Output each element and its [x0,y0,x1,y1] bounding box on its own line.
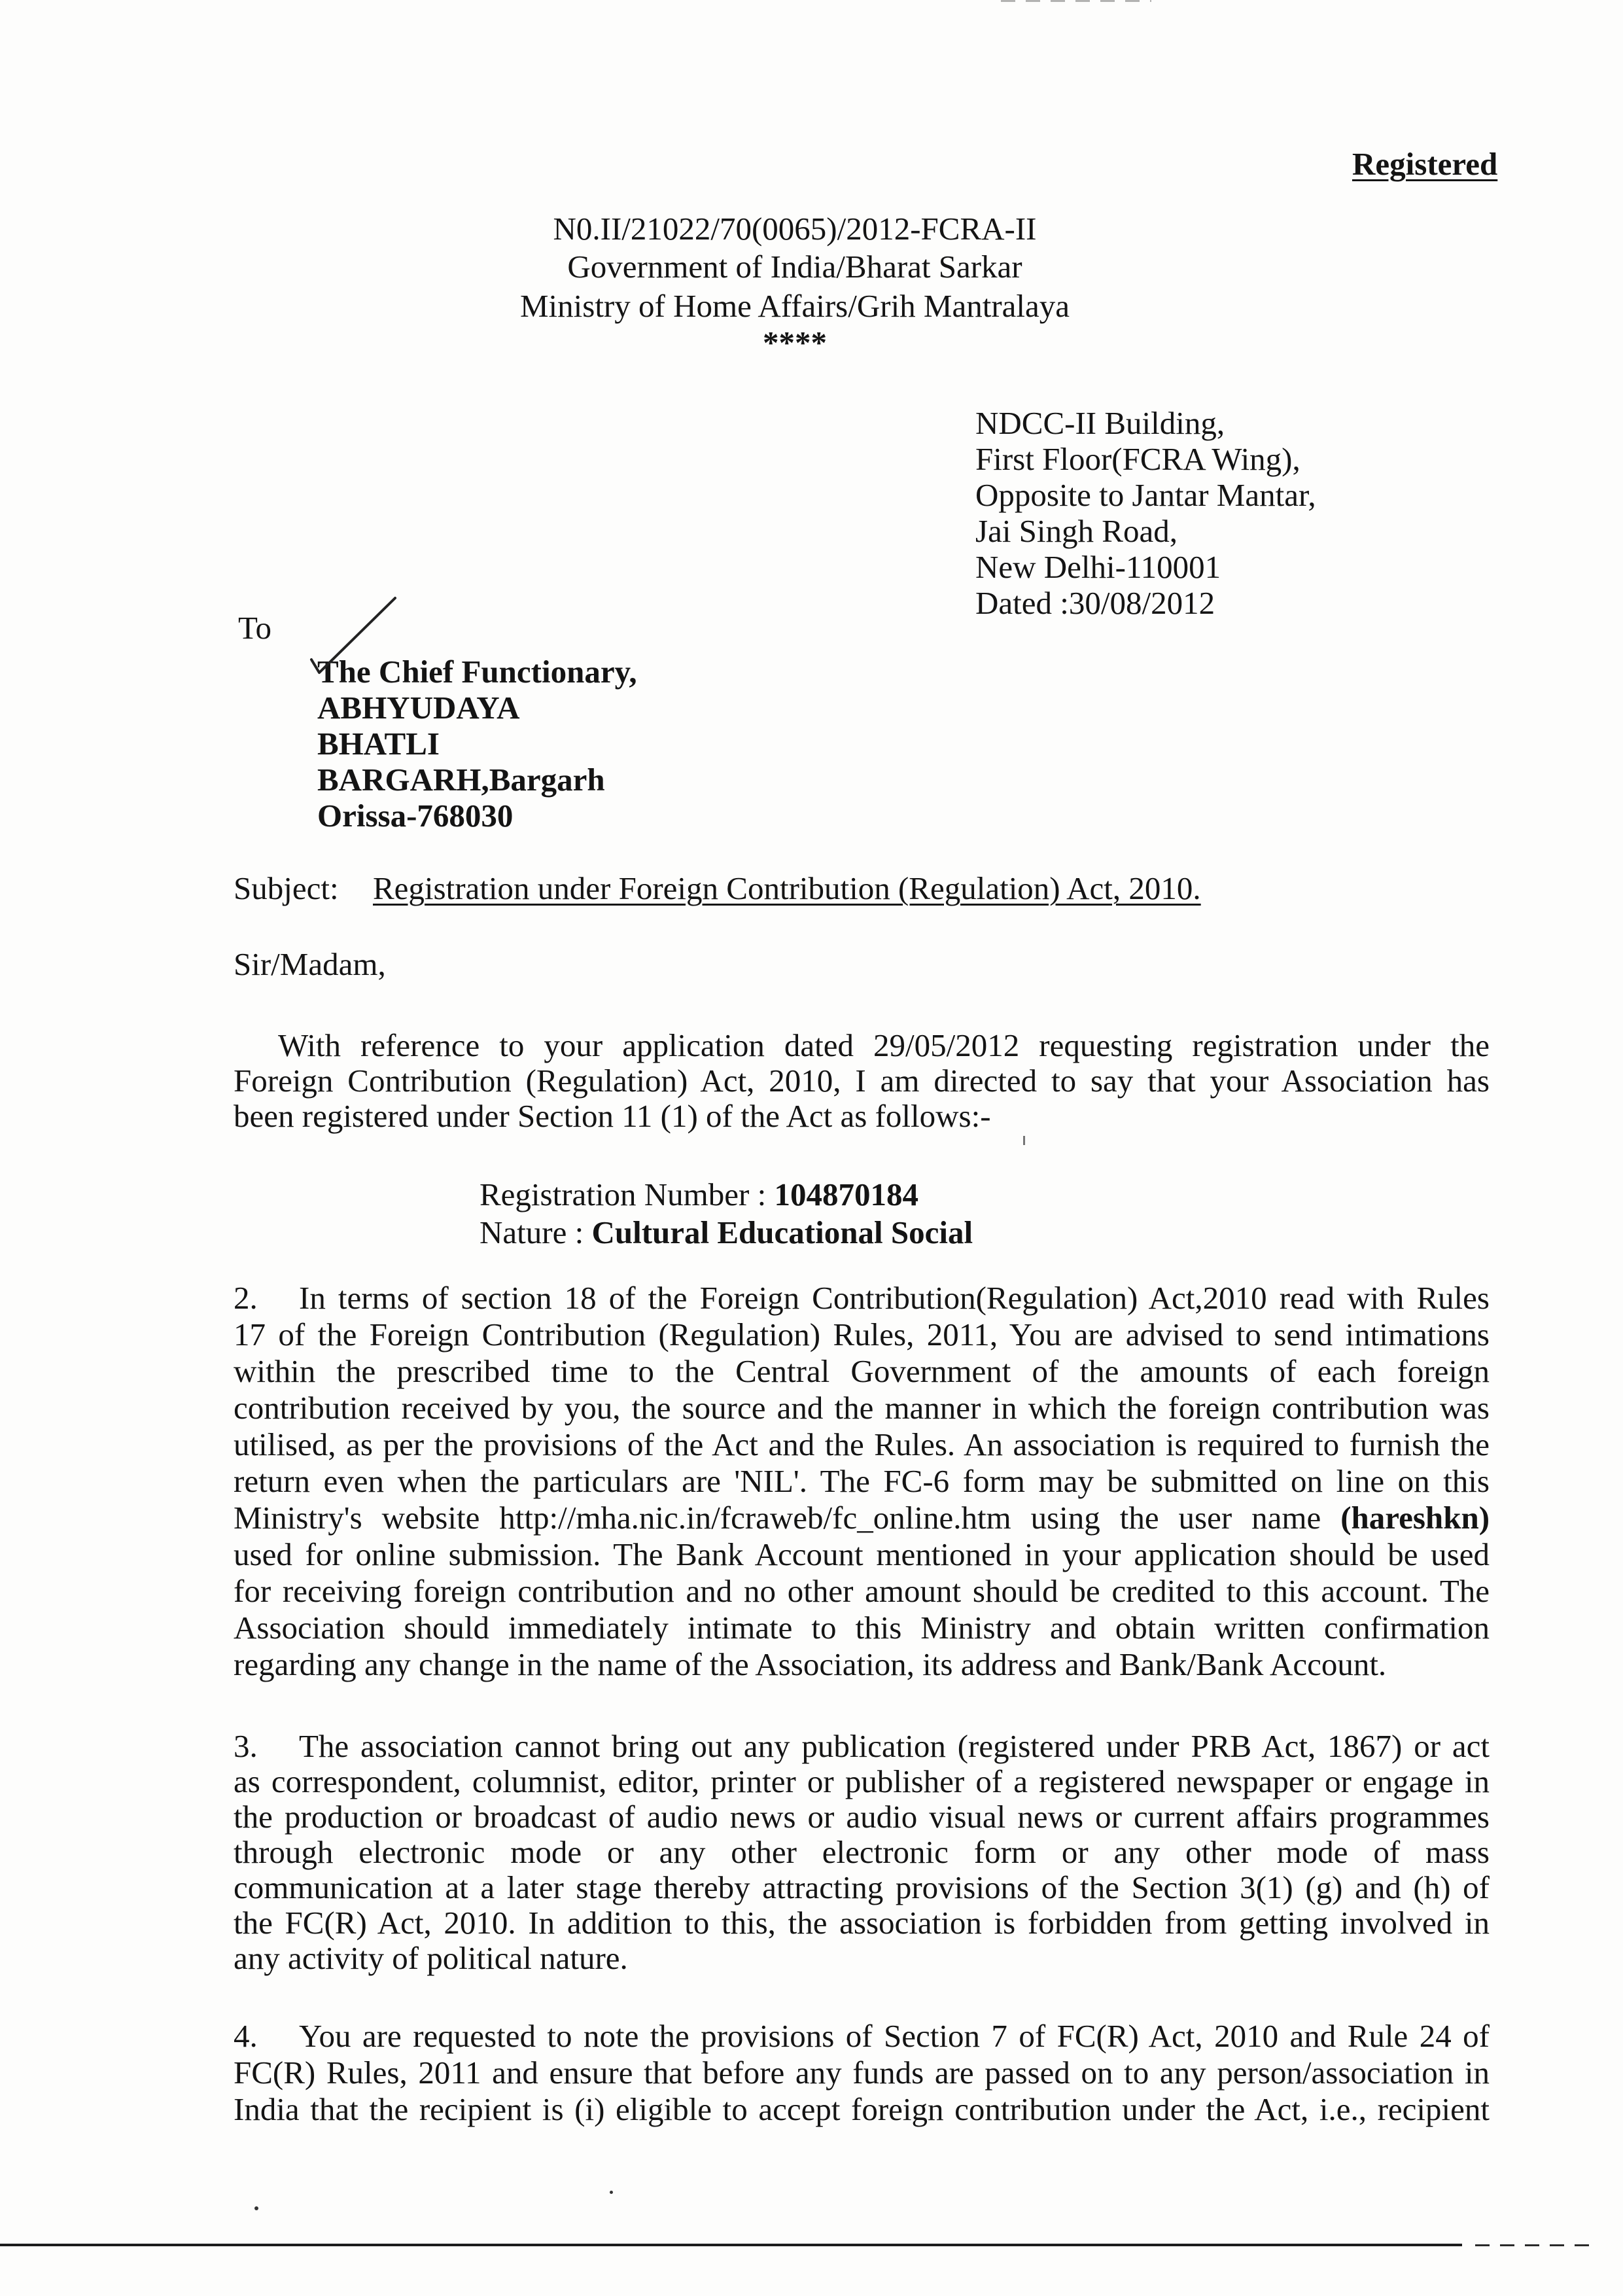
sender-address-line: First Floor(FCRA Wing), [975,441,1300,477]
sender-address-line: Jai Singh Road, [975,513,1178,549]
recipient-title: The Chief Functionary, [317,654,637,690]
fcra-user-name: (hareshkn) [1340,1500,1490,1536]
recipient-address-line: BARGARH,Bargarh [317,762,605,798]
registered-mark: Registered [1352,146,1498,182]
recipient-address-line: BHATLI [317,726,440,762]
paragraph-3-line: through electronic mode or any other electronic form or any other mode of mass [234,1834,1490,1870]
paragraph-2 [234,1280,1490,1683]
paragraph-3 [234,1729,1490,1976]
government-name: Government of India/Bharat Sarkar [567,249,1022,285]
paragraph-3-line: communication at a later stage thereby attracting provisions of the Section 3(1) (g) and (h) of [234,1869,1490,1905]
paragraph-3-line: the production or broadcast of audio news or audio visual news or current affairs programmes [234,1799,1490,1835]
paragraph-4-line-text: You are requested to note the provisions of Section 7 of FC(R) Act, 2010 and Rule 24 of [299,2018,1490,2054]
subject-label: Subject: [234,870,339,906]
paragraph-4-number: 4. [234,2018,258,2054]
registration-nature-row [480,1214,973,1252]
paragraph-2-line [234,1280,1490,1316]
paragraph-3-line: any activity of political nature. [234,1940,628,1976]
to-label: To [238,610,272,646]
sender-address-line: Opposite to Jantar Mantar, [975,477,1316,513]
paragraph-2-line [234,1500,1490,1536]
paragraph-2-line-text: Ministry's website http://mha.nic.in/fcraweb/fc_online.htm using the user name [234,1500,1321,1536]
paragraph-2-line: Association should immediately intimate to this Ministry and obtain written confirmation [234,1610,1490,1646]
scan-speck [254,2206,258,2210]
paragraph-2-line: for receiving foreign contribution and no other amount should be credited to this account. The [234,1573,1490,1609]
bottom-rule [0,2244,1462,2246]
scan-artifact-top [1001,0,1151,2]
paragraph-3-line: the FC(R) Act, 2010. In addition to this, the association is forbidden from getting involved in [234,1905,1490,1941]
stray-pen-mark [1023,1136,1025,1145]
registration-nature-label: Nature : [480,1214,584,1250]
paragraph-2-number: 2. [234,1280,258,1316]
paragraph-3-line: as correspondent, columnist, editor, printer or publisher of a registered newspaper or engage in [234,1763,1490,1799]
paragraph-3-line [234,1729,1490,1764]
registration-number-row [480,1176,973,1214]
paragraph-1-line: been registered under Section 11 (1) of the Act as follows:- [234,1098,991,1134]
registration-number-label: Registration Number : [480,1176,767,1212]
paragraph-1-line: Foreign Contribution (Regulation) Act, 2010, I am directed to say that your Association has [234,1063,1490,1099]
paragraph-3-number: 3. [234,1728,258,1764]
registration-details [480,1176,973,1252]
salutation: Sir/Madam, [234,946,386,982]
sender-address-line: New Delhi-110001 [975,549,1221,585]
registration-number-value: 104870184 [774,1176,918,1212]
subject-text: Registration under Foreign Contribution (Regulation) Act, 2010. [373,870,1201,906]
recipient-organization: ABHYUDAYA [317,690,520,726]
paragraph-4-line: India that the recipient is (i) eligible to accept foreign contribution under the Act, i.e., recipient [234,2091,1490,2127]
paragraph-2-line: used for online submission. The Bank Account mentioned in your application should be used [234,1536,1490,1572]
paragraph-2-line-text: In terms of section 18 of the Foreign Contribution(Regulation) Act,2010 read with Rules [299,1280,1490,1316]
paragraph-4-line: FC(R) Rules, 2011 and ensure that before any funds are passed on to any person/association in [234,2055,1490,2091]
paragraph-2-line: regarding any change in the name of the Association, its address and Bank/Bank Account. [234,1646,1387,1682]
ministry-name: Ministry of Home Affairs/Grih Mantralaya [519,288,1070,324]
scan-speck [610,2191,613,2194]
header-separator: **** [763,325,827,361]
paragraph-1-line: With reference to your application dated 29/05/2012 requesting registration under the [278,1027,1490,1063]
paragraph-4 [234,2018,1490,2128]
paragraph-2-line: 17 of the Foreign Contribution (Regulation) Rules, 2011, You are advised to send intimations [234,1316,1490,1352]
letter-date: Dated :30/08/2012 [975,585,1215,621]
paragraph-2-line: utilised, as per the provisions of the Act and the Rules. An association is required to furnish the [234,1426,1490,1462]
handwritten-tick-mark [298,586,409,684]
sender-address-line: NDCC-II Building, [975,405,1225,441]
paragraph-2-line: contribution received by you, the source and the manner in which the foreign contribution was [234,1390,1490,1426]
paragraph-3-line-text: The association cannot bring out any publication (registered under PRB Act, 1867) or act [299,1728,1490,1764]
file-number: N0.II/21022/70(0065)/2012-FCRA-II [553,211,1037,247]
paragraph-2-line: within the prescribed time to the Central Government of the amounts of each foreign [234,1353,1490,1389]
recipient-address-line: Orissa-768030 [317,798,514,834]
registration-nature-value: Cultural Educational Social [591,1214,973,1250]
bottom-rule-dashes [1475,2244,1599,2246]
sender-address [975,405,1316,621]
paragraph-4-line [234,2018,1490,2055]
paragraph-1 [234,1028,1490,1134]
paragraph-2-line: return even when the particulars are 'NIL'. The FC-6 form may be submitted on line on this [234,1463,1490,1499]
